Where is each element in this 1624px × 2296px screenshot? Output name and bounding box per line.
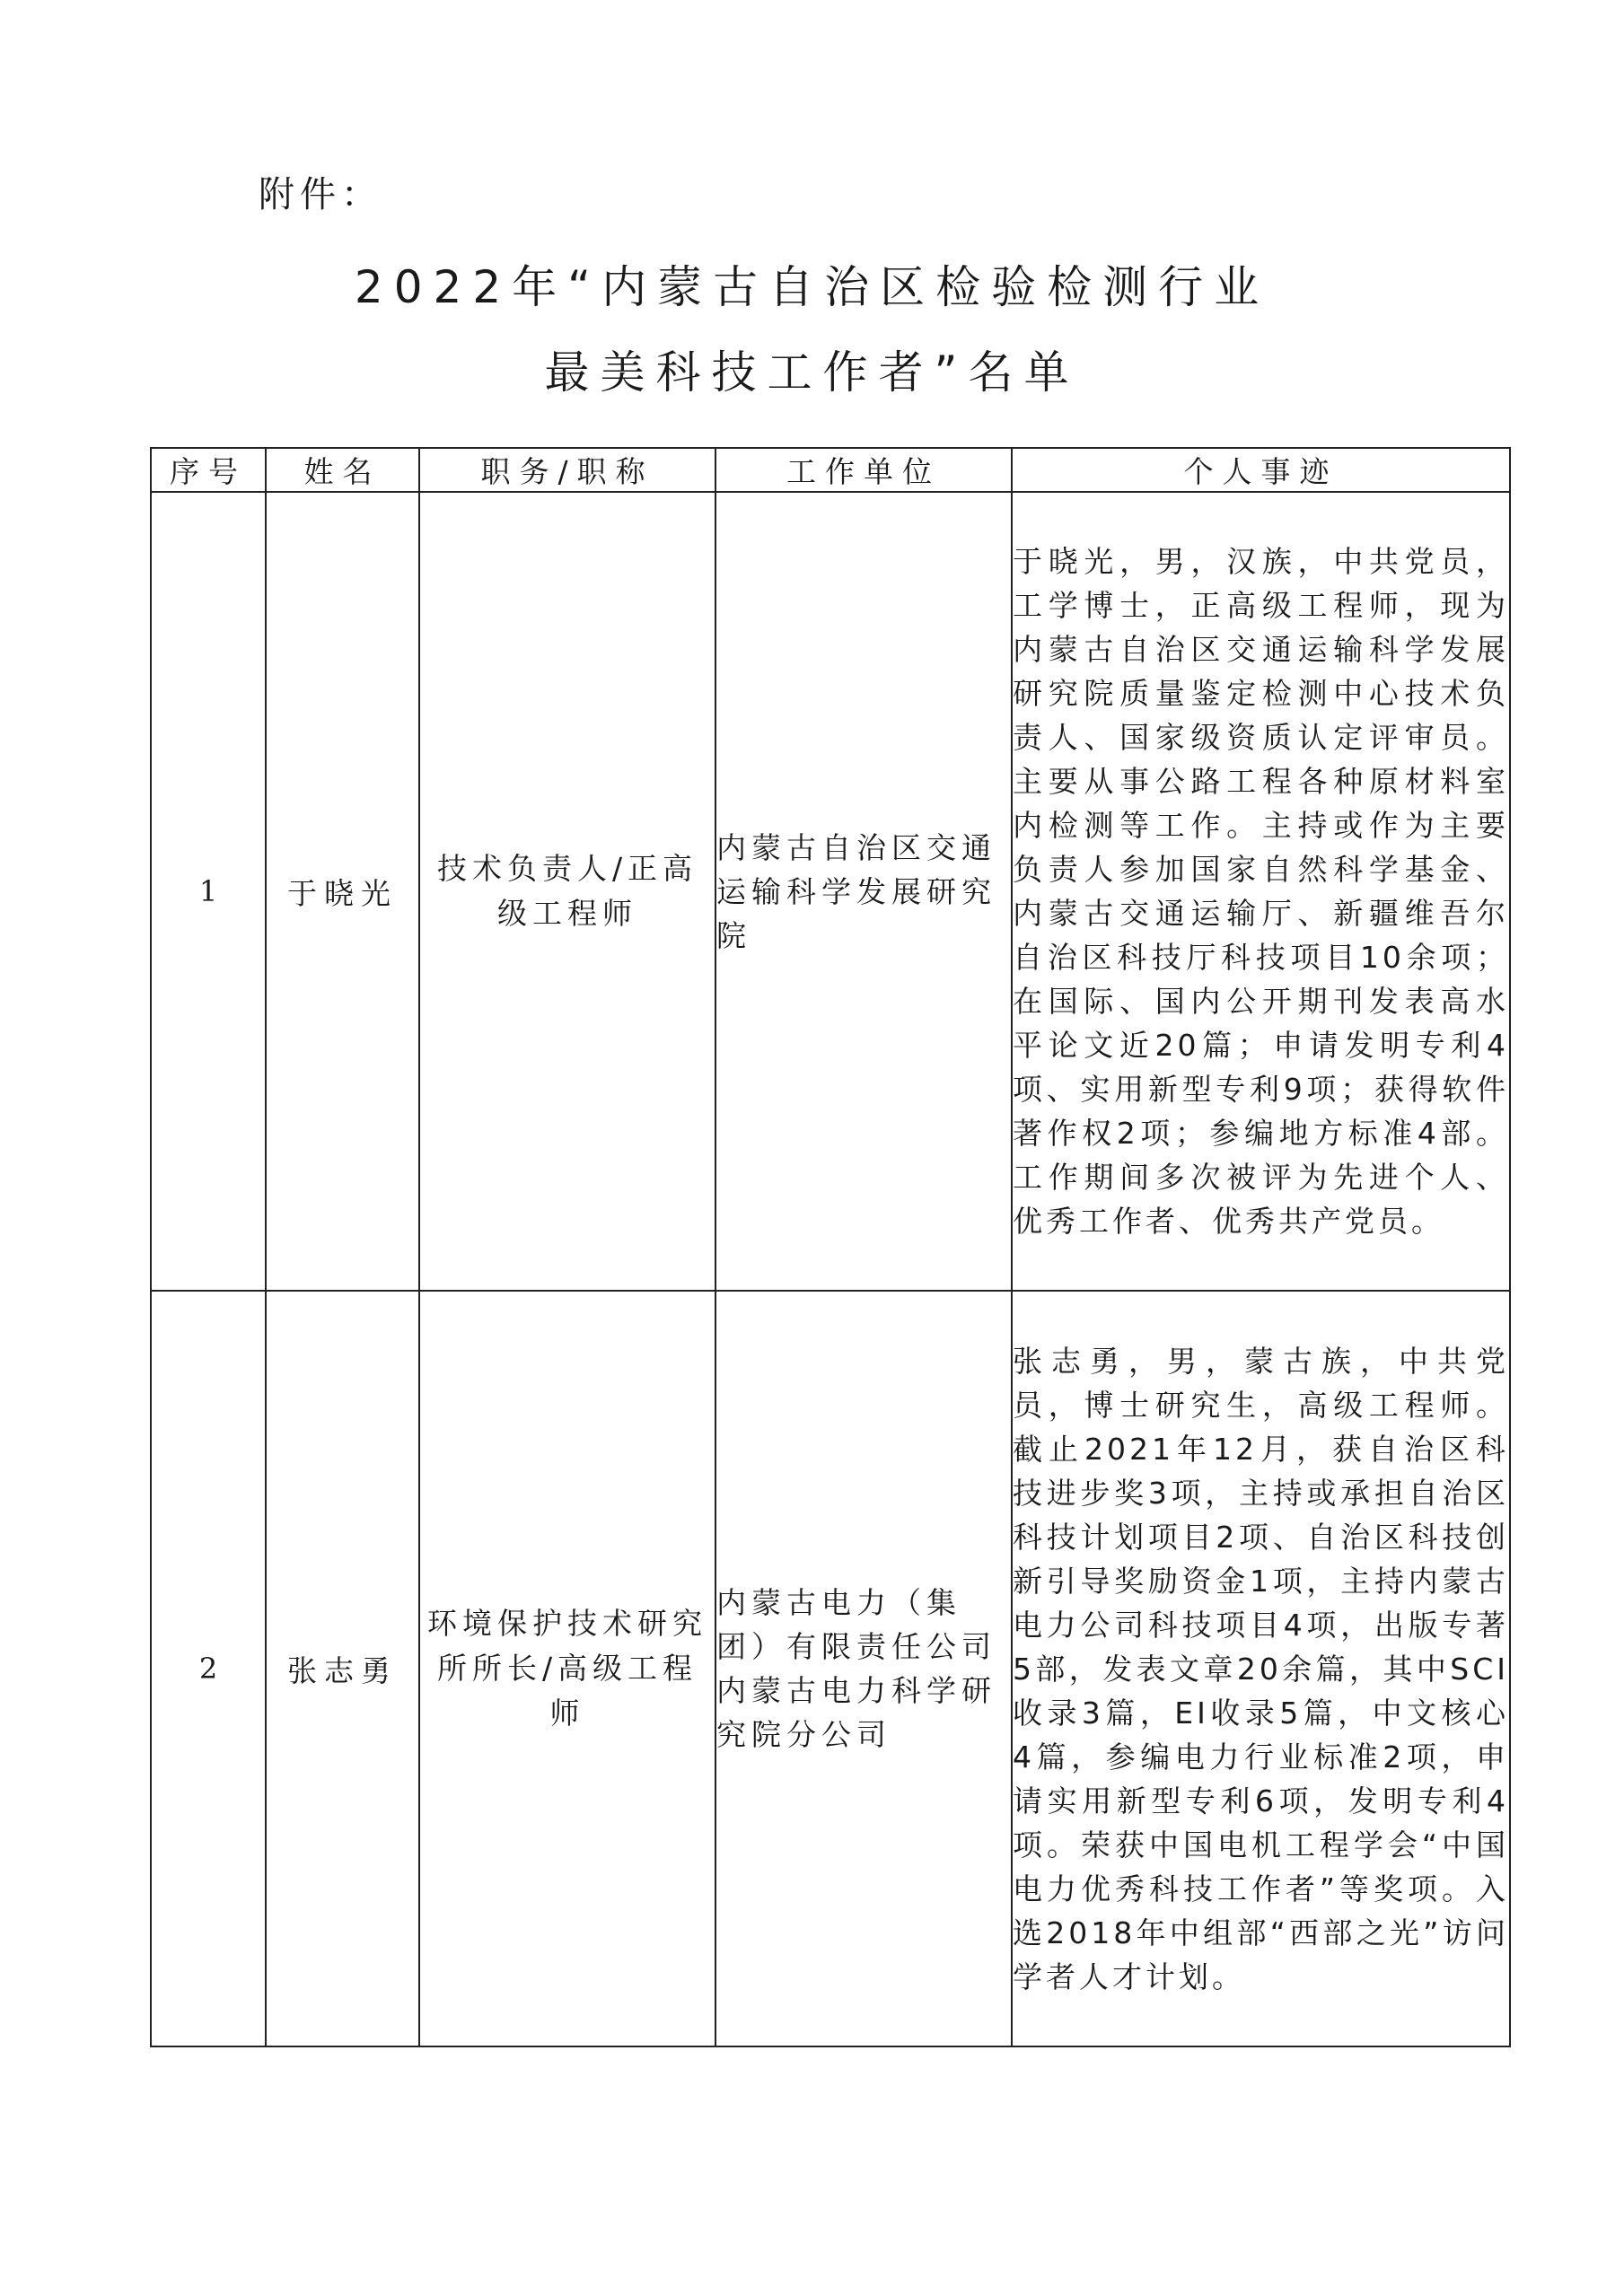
attachment-label: 附件： — [259, 174, 382, 215]
cell-deeds: 张志勇，男，蒙古族，中共党员，博士研究生，高级工程师。截止2021年12月，获自治区科技进步奖3项，主持或承担自治区科技计划项目2项、自治区科技创新引导奖励资金1项，主持内蒙古电力公司科技项目4项，出版专著5部，发表文章20余篇，其中SCI收录3篇，EI收录5篇，中文核心4篇，参编电力行业标准2项，申请实用新型专利6项，发明专利4项。荣获中国电机工程学会“中国电力优秀科技工作者”等奖项。入选2018年中组部“西部之光”访问学者人才计划。 — [1012, 1291, 1510, 2046]
header-position: 职务/职称 — [419, 448, 715, 492]
cell-name: 于晓光 — [266, 492, 419, 1291]
cell-organization: 内蒙古电力（集团）有限责任公司内蒙古电力科学研究院分公司 — [715, 1291, 1012, 2046]
header-name: 姓名 — [266, 448, 419, 492]
cell-position: 技术负责人/正高级工程师 — [419, 492, 715, 1291]
cell-name: 张志勇 — [266, 1291, 419, 2046]
table-row — [151, 492, 1510, 1291]
document-title-line-2: 最美科技工作者”名单 — [544, 346, 1080, 399]
cell-deeds: 于晓光，男，汉族，中共党员，工学博士，正高级工程师，现为内蒙古自治区交通运输科学发展研究院质量鉴定检测中心技术负责人、国家级资质认定评审员。主要从事公路工程各种原材料室内检测等工作。主持或作为主要负责人参加国家自然科学基金、内蒙古交通运输厅、新疆维吾尔自治区科技厅科技项目10余项；在国际、国内公开期刊发表高水平论文近20篇；申请发明专利4项、实用新型专利9项；获得软件著作权2项；参编地方标准4部。工作期间多次被评为先进个人、优秀工作者、优秀共产党员。 — [1012, 492, 1510, 1291]
cell-organization: 内蒙古自治区交通运输科学发展研究院 — [715, 492, 1012, 1291]
roster-table — [150, 447, 1511, 2047]
header-seq: 序号 — [151, 448, 266, 492]
cell-seq: 2 — [151, 1291, 266, 2046]
document-title-line-1: 2022年“内蒙古自治区检验检测行业 — [354, 261, 1270, 313]
header-organization: 工作单位 — [715, 448, 1012, 492]
header-deeds: 个人事迹 — [1012, 448, 1510, 492]
table-row — [151, 1291, 1510, 2046]
table-header-row — [151, 448, 1510, 492]
cell-seq: 1 — [151, 492, 266, 1291]
cell-position: 环境保护技术研究所所长/高级工程师 — [419, 1291, 715, 2046]
